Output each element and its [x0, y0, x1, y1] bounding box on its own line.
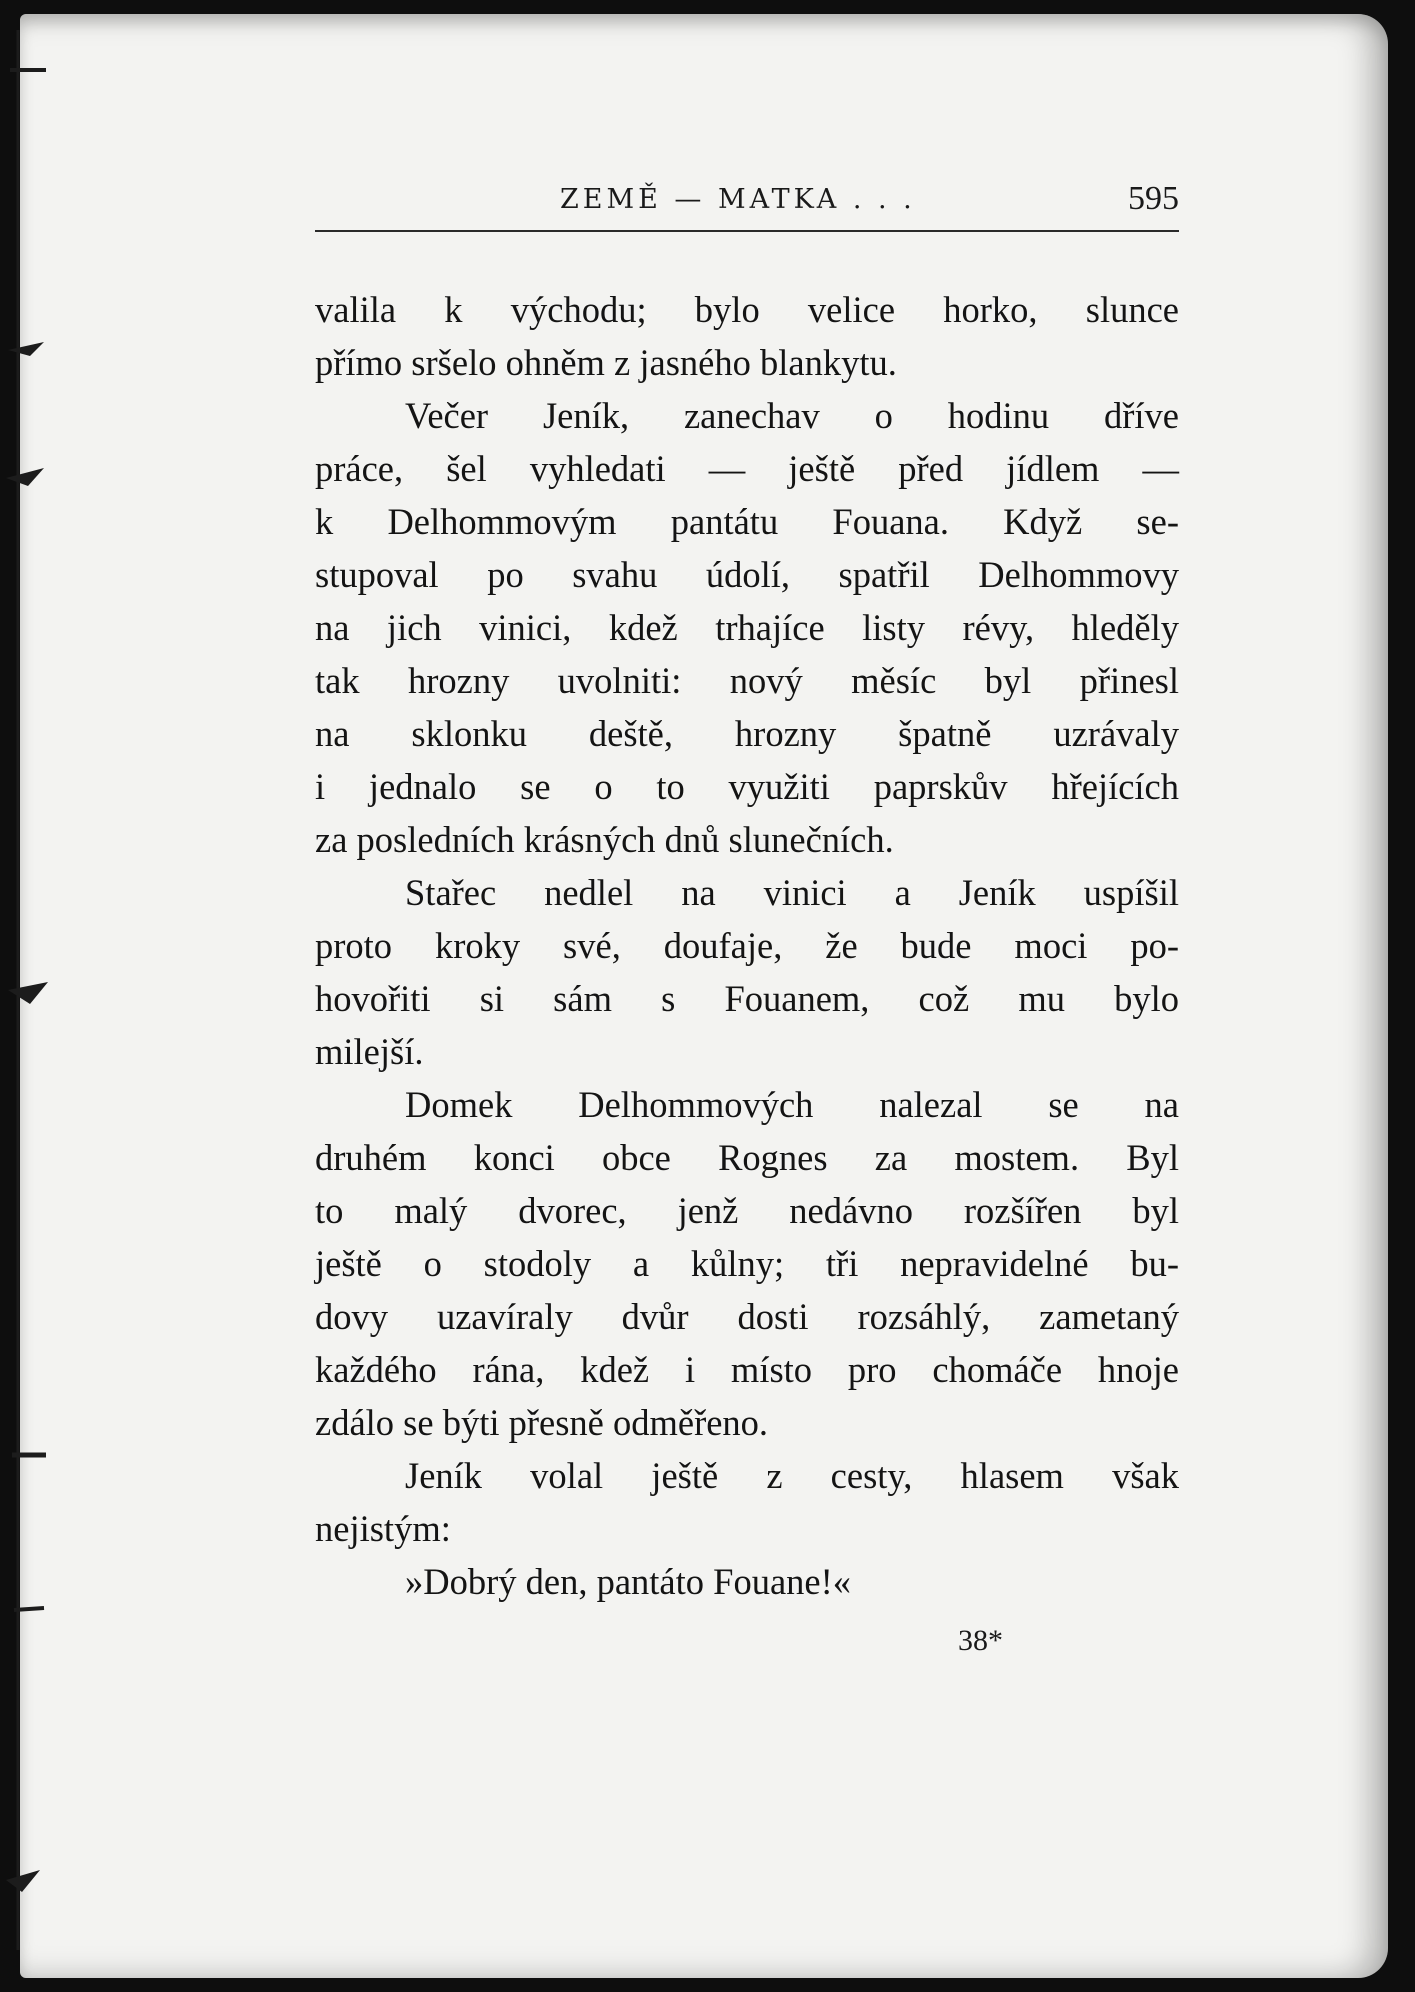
text-line: valila k východu; bylo velice horko, slunce	[315, 289, 1179, 330]
text-line: Večer Jeník, zanechav o hodinu dříve	[405, 395, 1179, 436]
text-line: to malý dvorec, jenž nedávno rozšířen byl	[315, 1190, 1179, 1231]
paragraph	[315, 1449, 1179, 1555]
text-line: přímo sršelo ohněm z jasného blankytu.	[315, 342, 897, 383]
text-line: každého rána, kdež i místo pro chomáče hnoje	[315, 1349, 1179, 1390]
text-line: hovořiti si sám s Fouanem, což mu bylo	[315, 978, 1179, 1019]
text-line: milejší.	[315, 1031, 424, 1072]
text-line: k Delhommovým pantátu Fouana. Když se-	[315, 501, 1179, 542]
paragraph	[315, 1555, 1179, 1608]
page-number: 595	[1128, 180, 1179, 217]
running-head: ZEMĚ — MATKA . . .	[560, 184, 916, 215]
text-line: »Dobrý den, pantáto Fouane!«	[405, 1561, 852, 1602]
text-line: druhém konci obce Rognes za mostem. Byl	[315, 1137, 1179, 1178]
text-line: stupoval po svahu údolí, spatřil Delhommovy	[315, 554, 1179, 595]
body-text	[315, 283, 1179, 1608]
text-line: Stařec nedlel na vinici a Jeník uspíšil	[405, 872, 1179, 913]
text-line: za posledních krásných dnů slunečních.	[315, 819, 894, 860]
signature-mark: 38*	[958, 1624, 1003, 1657]
paragraph	[315, 283, 1179, 389]
text-line: nejistým:	[315, 1508, 451, 1549]
paragraph	[315, 1078, 1179, 1449]
text-line: na sklonku deště, hrozny špatně uzrávaly	[315, 713, 1179, 754]
text-line: proto kroky své, doufaje, že bude moci po-	[315, 925, 1179, 966]
binding-marks-decoration	[0, 0, 80, 1992]
paragraph	[315, 389, 1179, 866]
text-line: Domek Delhommových nalezal se na	[405, 1084, 1179, 1125]
text-line: zdálo se býti přesně odměřeno.	[315, 1402, 769, 1443]
header-rule	[315, 230, 1179, 232]
text-line: Jeník volal ještě z cesty, hlasem však	[405, 1455, 1179, 1496]
text-line: ještě o stodoly a kůlny; tři nepravidelné bu-	[315, 1243, 1179, 1284]
text-line: práce, šel vyhledati — ještě před jídlem —	[315, 448, 1179, 489]
paragraph	[315, 866, 1179, 1078]
text-line: dovy uzavíraly dvůr dosti rozsáhlý, zametaný	[315, 1296, 1179, 1337]
text-line: tak hrozny uvolniti: nový měsíc byl přinesl	[315, 660, 1179, 701]
text-line: i jednalo se o to využiti paprskův hřejících	[315, 766, 1179, 807]
page-header	[315, 178, 1179, 234]
text-line: na jich vinici, kdež trhajíce listy révy, hleděly	[315, 607, 1179, 648]
